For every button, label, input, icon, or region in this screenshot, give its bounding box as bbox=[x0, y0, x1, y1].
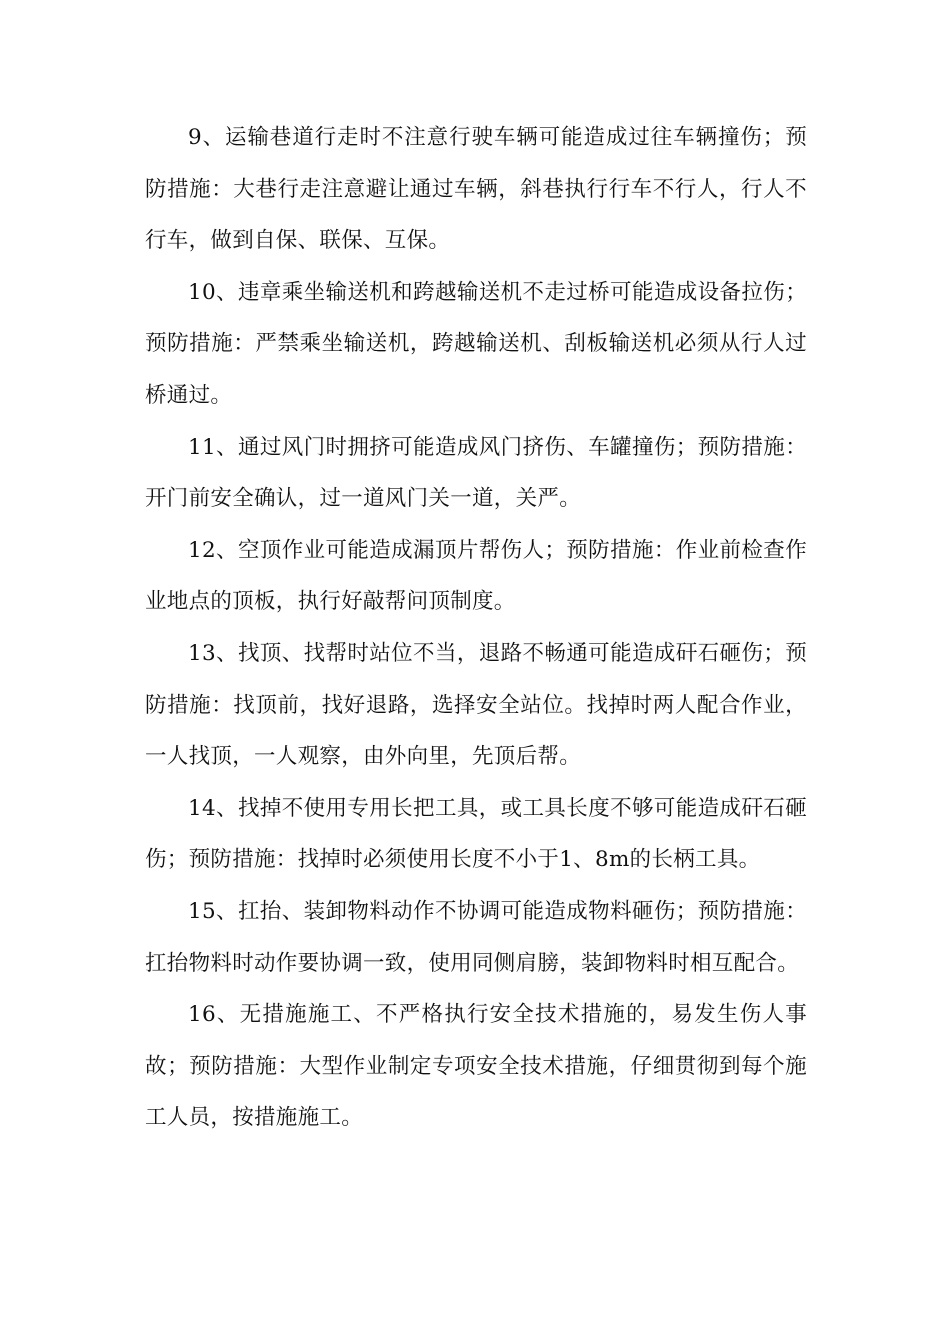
paragraph-14: 14、找掉不使用专用长把工具，或工具长度不够可能造成矸石砸伤；预防措施：找掉时必须使用长度不小于1、8m的长柄工具。 bbox=[145, 795, 807, 873]
paragraph-10: 10、违章乘坐输送机和跨越输送机不走过桥可能造成设备拉伤；预防措施：严禁乘坐输送机，跨越输送机、刮板输送机必须从行人过桥通过。 bbox=[145, 279, 807, 408]
paragraph-11: 11、通过风门时拥挤可能造成风门挤伤、车罐撞伤；预防措施：开门前安全确认，过一道风门关一道，关严。 bbox=[145, 434, 807, 512]
paragraph-16: 16、无措施施工、不严格执行安全技术措施的，易发生伤人事故；预防措施：大型作业制定专项安全技术措施，仔细贯彻到每个施工人员，按措施施工。 bbox=[145, 1002, 807, 1131]
paragraph-12: 12、空顶作业可能造成漏顶片帮伤人；预防措施：作业前检查作业地点的顶板，执行好敲帮问顶制度。 bbox=[145, 537, 807, 615]
paragraph-13: 13、找顶、找帮时站位不当，退路不畅通可能造成矸石砸伤；预防措施：找顶前，找好退路，选择安全站位。找掉时两人配合作业，一人找顶，一人观察，由外向里，先顶后帮。 bbox=[145, 640, 807, 770]
document-body bbox=[145, 112, 807, 1144]
paragraph-15: 15、扛抬、装卸物料动作不协调可能造成物料砸伤；预防措施：扛抬物料时动作要协调一致，使用同侧肩膀，装卸物料时相互配合。 bbox=[145, 898, 807, 976]
paragraph-9: 9、运输巷道行走时不注意行驶车辆可能造成过往车辆撞伤；预防措施：大巷行走注意避让通过车辆，斜巷执行行车不行人，行人不行车，做到自保、联保、互保。 bbox=[145, 125, 807, 254]
